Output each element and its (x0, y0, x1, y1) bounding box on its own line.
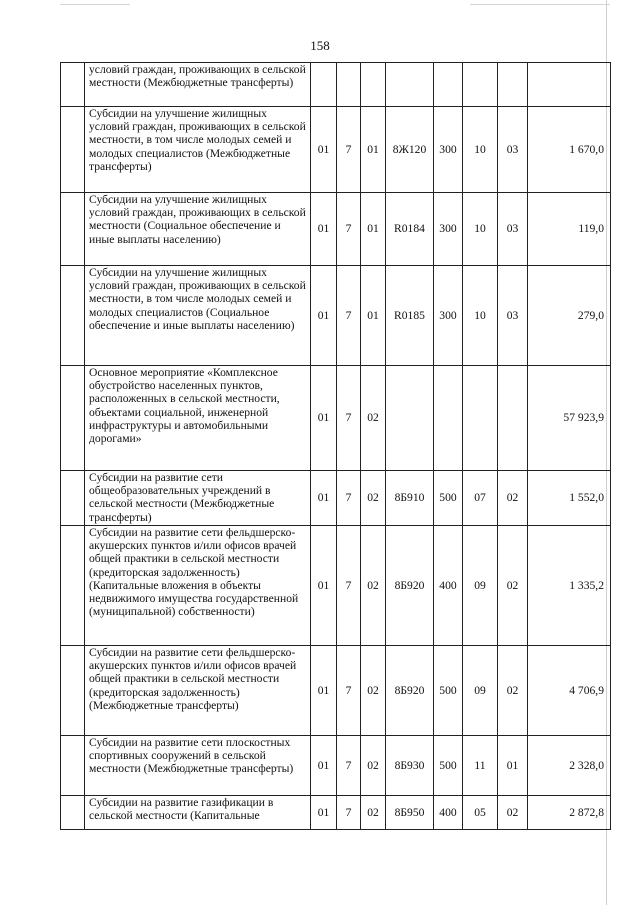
target-article-cell (386, 63, 434, 107)
subprogram-code-cell: 7 (337, 736, 361, 796)
table-row (61, 366, 611, 471)
section-cell: 05 (463, 796, 498, 830)
program-code-cell: 01 (311, 526, 337, 646)
expense-type-cell: 400 (434, 796, 463, 830)
subsection-cell: 02 (498, 526, 528, 646)
table-row (61, 107, 611, 193)
activity-code-cell: 02 (361, 646, 386, 736)
expense-name-cell: Субсидии на улучшение жилищных условий граждан, проживающих в сельской местности, в том числе молодых семей и молодых специалистов (Социальное обеспечение и иные выплаты населению) (85, 266, 311, 366)
program-code-cell: 01 (311, 736, 337, 796)
activity-code-cell: 02 (361, 526, 386, 646)
amount-cell: 279,0 (528, 266, 611, 366)
expense-type-cell (434, 63, 463, 107)
activity-code-cell: 01 (361, 193, 386, 266)
table-row (61, 193, 611, 266)
program-code-cell (311, 63, 337, 107)
expense-type-cell: 300 (434, 107, 463, 193)
subprogram-code-cell: 7 (337, 107, 361, 193)
row-number-cell (61, 366, 85, 471)
target-article-cell: 8Б920 (386, 646, 434, 736)
amount-cell: 4 706,9 (528, 646, 611, 736)
subprogram-code-cell: 7 (337, 526, 361, 646)
row-number-cell (61, 63, 85, 107)
row-number-cell (61, 646, 85, 736)
table-row (61, 526, 611, 646)
expense-name-cell: Основное мероприятие «Комплексное обустройство населенных пунктов, расположенных в сельской местности, объектами социальной, инженерной инфраструктуры и автомобильными дорогами» (85, 366, 311, 471)
subsection-cell: 03 (498, 107, 528, 193)
subprogram-code-cell: 7 (337, 266, 361, 366)
target-article-cell: 8Б910 (386, 471, 434, 526)
amount-cell: 1 335,2 (528, 526, 611, 646)
expense-type-cell: 500 (434, 471, 463, 526)
subsection-cell: 02 (498, 471, 528, 526)
expense-name-cell: условий граждан, проживающих в сельской местности (Межбюджетные трансферты) (85, 63, 311, 107)
section-cell: 10 (463, 107, 498, 193)
expense-type-cell: 300 (434, 266, 463, 366)
activity-code-cell: 01 (361, 266, 386, 366)
scan-artifact-top-left (60, 4, 130, 5)
subprogram-code-cell: 7 (337, 471, 361, 526)
amount-cell: 2 328,0 (528, 736, 611, 796)
subsection-cell (498, 63, 528, 107)
budget-table (60, 62, 611, 830)
target-article-cell: 8Б920 (386, 526, 434, 646)
expense-name-cell: Субсидии на развитие сети фельдшерско-акушерских пунктов и/или офисов врачей общей практики в сельской местности (кредиторская задолженность) (Межбюджетные трансферты) (85, 646, 311, 736)
expense-name-cell: Субсидии на развитие сети плоскостных спортивных сооружений в сельской местности (Межбюджетные трансферты) (85, 736, 311, 796)
row-number-cell (61, 107, 85, 193)
table-row (61, 796, 611, 830)
target-article-cell (386, 366, 434, 471)
section-cell (463, 366, 498, 471)
row-number-cell (61, 526, 85, 646)
expense-type-cell: 400 (434, 526, 463, 646)
program-code-cell: 01 (311, 646, 337, 736)
subprogram-code-cell: 7 (337, 646, 361, 736)
subsection-cell: 03 (498, 193, 528, 266)
activity-code-cell: 02 (361, 366, 386, 471)
program-code-cell: 01 (311, 266, 337, 366)
table-row (61, 471, 611, 526)
row-number-cell (61, 736, 85, 796)
subprogram-code-cell: 7 (337, 193, 361, 266)
subsection-cell: 01 (498, 736, 528, 796)
subprogram-code-cell (337, 63, 361, 107)
program-code-cell: 01 (311, 193, 337, 266)
amount-cell: 119,0 (528, 193, 611, 266)
amount-cell: 1 670,0 (528, 107, 611, 193)
program-code-cell: 01 (311, 107, 337, 193)
amount-cell: 2 872,8 (528, 796, 611, 830)
page-number: 158 (310, 38, 330, 53)
row-number-cell (61, 796, 85, 830)
section-cell: 07 (463, 471, 498, 526)
subsection-cell (498, 366, 528, 471)
activity-code-cell (361, 63, 386, 107)
row-number-cell (61, 193, 85, 266)
activity-code-cell: 02 (361, 736, 386, 796)
subsection-cell: 02 (498, 796, 528, 830)
table-row (61, 266, 611, 366)
table-row (61, 736, 611, 796)
expense-name-cell: Субсидии на развитие сети фельдшерско-акушерских пунктов и/или офисов врачей общей практики в сельской местности (кредиторская задолженность) (Капитальные вложения в объекты недвижимого имущества государственной (муниципальной) собственности) (85, 526, 311, 646)
subsection-cell: 02 (498, 646, 528, 736)
target-article-cell: 8Б930 (386, 736, 434, 796)
row-number-cell (61, 266, 85, 366)
expense-type-cell: 300 (434, 193, 463, 266)
section-cell: 10 (463, 193, 498, 266)
amount-cell: 57 923,9 (528, 366, 611, 471)
subprogram-code-cell: 7 (337, 796, 361, 830)
expense-type-cell: 500 (434, 736, 463, 796)
section-cell: 09 (463, 526, 498, 646)
expense-name-cell: Субсидии на улучшение жилищных условий граждан, проживающих в сельской местности (Социальное обеспечение и иные выплаты населению) (85, 193, 311, 266)
subsection-cell: 03 (498, 266, 528, 366)
table-row (61, 646, 611, 736)
program-code-cell: 01 (311, 366, 337, 471)
expense-name-cell: Субсидии на развитие сети общеобразовательных учреждений в сельской местности (Межбюджетные трансферты) (85, 471, 311, 526)
program-code-cell: 01 (311, 471, 337, 526)
activity-code-cell: 02 (361, 471, 386, 526)
target-article-cell: 8Ж120 (386, 107, 434, 193)
expense-type-cell (434, 366, 463, 471)
subprogram-code-cell: 7 (337, 366, 361, 471)
expense-name-cell: Субсидии на улучшение жилищных условий граждан, проживающих в сельской местности, в том числе молодых семей и молодых специалистов (Межбюджетные трансферты) (85, 107, 311, 193)
section-cell (463, 63, 498, 107)
section-cell: 11 (463, 736, 498, 796)
amount-cell (528, 63, 611, 107)
target-article-cell: R0184 (386, 193, 434, 266)
table-row (61, 63, 611, 107)
section-cell: 10 (463, 266, 498, 366)
row-number-cell (61, 471, 85, 526)
amount-cell: 1 552,0 (528, 471, 611, 526)
expense-name-cell: Субсидии на развитие газификации в сельской местности (Капитальные (85, 796, 311, 830)
activity-code-cell: 02 (361, 796, 386, 830)
target-article-cell: R0185 (386, 266, 434, 366)
program-code-cell: 01 (311, 796, 337, 830)
activity-code-cell: 01 (361, 107, 386, 193)
section-cell: 09 (463, 646, 498, 736)
target-article-cell: 8Б950 (386, 796, 434, 830)
expense-type-cell: 500 (434, 646, 463, 736)
scan-artifact-top-right (470, 4, 610, 5)
